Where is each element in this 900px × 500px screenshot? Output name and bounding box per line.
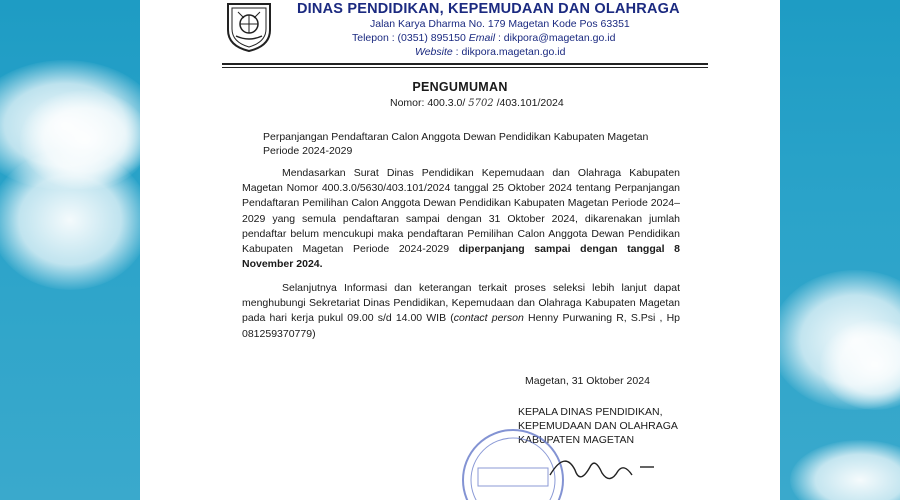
document-page xyxy=(140,0,780,500)
org-contact xyxy=(352,32,615,44)
number-prefix: Nomor: 400.3.0/ xyxy=(390,97,469,109)
subject-line-1: Perpanjangan Pendaftaran Calon Anggota Dewan Pendidikan Kabupaten Magetan xyxy=(263,131,649,143)
signature-line-3: KABUPATEN MAGETAN xyxy=(518,434,635,446)
cloud-left-3 xyxy=(20,90,140,190)
number-suffix: /403.101/2024 xyxy=(493,97,564,109)
document-number xyxy=(390,97,564,109)
cloud-right-2 xyxy=(790,440,900,500)
body-paragraph-2 xyxy=(242,281,680,342)
announcement-title: PENGUMUMAN xyxy=(412,80,508,94)
paragraph-2-text: Selanjutnya Informasi dan keterangan terkait proses seleksi lebih lanjut dapat menghubungi Sekretariat Dinas Pendidikan, Kepemudaan dan Olahraga Kabupaten Magetan pada hari kerja pukul 09.00 s/d 14.00 WIB ( xyxy=(242,282,680,325)
subject-line-2: Periode 2024-2029 xyxy=(263,145,353,157)
letterhead-divider-thick xyxy=(222,63,708,65)
signature-line-2: KEPEMUDAAN DAN OLAHRAGA xyxy=(518,420,678,432)
website-value: : dikpora.magetan.go.id xyxy=(452,46,566,58)
email-label: Email xyxy=(468,32,496,44)
org-address: Jalan Karya Dharma No. 179 Magetan Kode Pos 63351 xyxy=(370,18,630,30)
letterhead-divider-thin xyxy=(222,67,708,68)
signature-place-date: Magetan, 31 Oktober 2024 xyxy=(525,375,650,387)
regency-emblem-icon xyxy=(224,0,274,52)
announcement-subject xyxy=(263,130,663,158)
background-left xyxy=(0,0,140,500)
org-website xyxy=(415,46,565,58)
paragraph-1-text: Mendasarkan Surat Dinas Pendidikan Kepemudaan dan Olahraga Kabupaten Magetan Nomor 400.3.0/5630/403.101/2024 tanggal 25 Oktober 2024 tentang Perpanjangan Pendaftaran Pemilihan Calon Anggota Dewan Pendidikan Kabupaten Magetan Periode 2024–2029 yang semula pendaftaran sampai dengan 31 Oktober 2024, dikarenakan jumlah pendaftar belum mencukupi maka pendaftaran Pemilihan Calon Anggota Dewan Pendidikan Kabupaten Magetan Periode 2024-2029 xyxy=(242,167,680,256)
org-name: DINAS PENDIDIKAN, KEPEMUDAAN DAN OLAHRAGA xyxy=(297,1,680,17)
body-paragraph-1 xyxy=(242,166,680,272)
phone-text: Telepon : (0351) 895150 xyxy=(352,32,469,44)
letterhead xyxy=(140,0,780,70)
background-right xyxy=(780,0,900,500)
number-handwritten: 5702 xyxy=(468,98,494,109)
paragraph-1-bold: diperpanjang sampai dengan tanggal 8 November 2024. xyxy=(242,243,680,271)
paragraph-2-end: Henny Purwaning R, S.Psi , Hp 081259370779) xyxy=(242,312,680,340)
signature-line-1: KEPALA DINAS PENDIDIKAN, xyxy=(518,406,663,418)
handwritten-signature-icon xyxy=(540,445,660,495)
website-label: Website xyxy=(415,46,453,58)
email-value: : dikpora@magetan.go.id xyxy=(495,32,616,44)
paragraph-2-italic: contact person xyxy=(453,312,524,325)
